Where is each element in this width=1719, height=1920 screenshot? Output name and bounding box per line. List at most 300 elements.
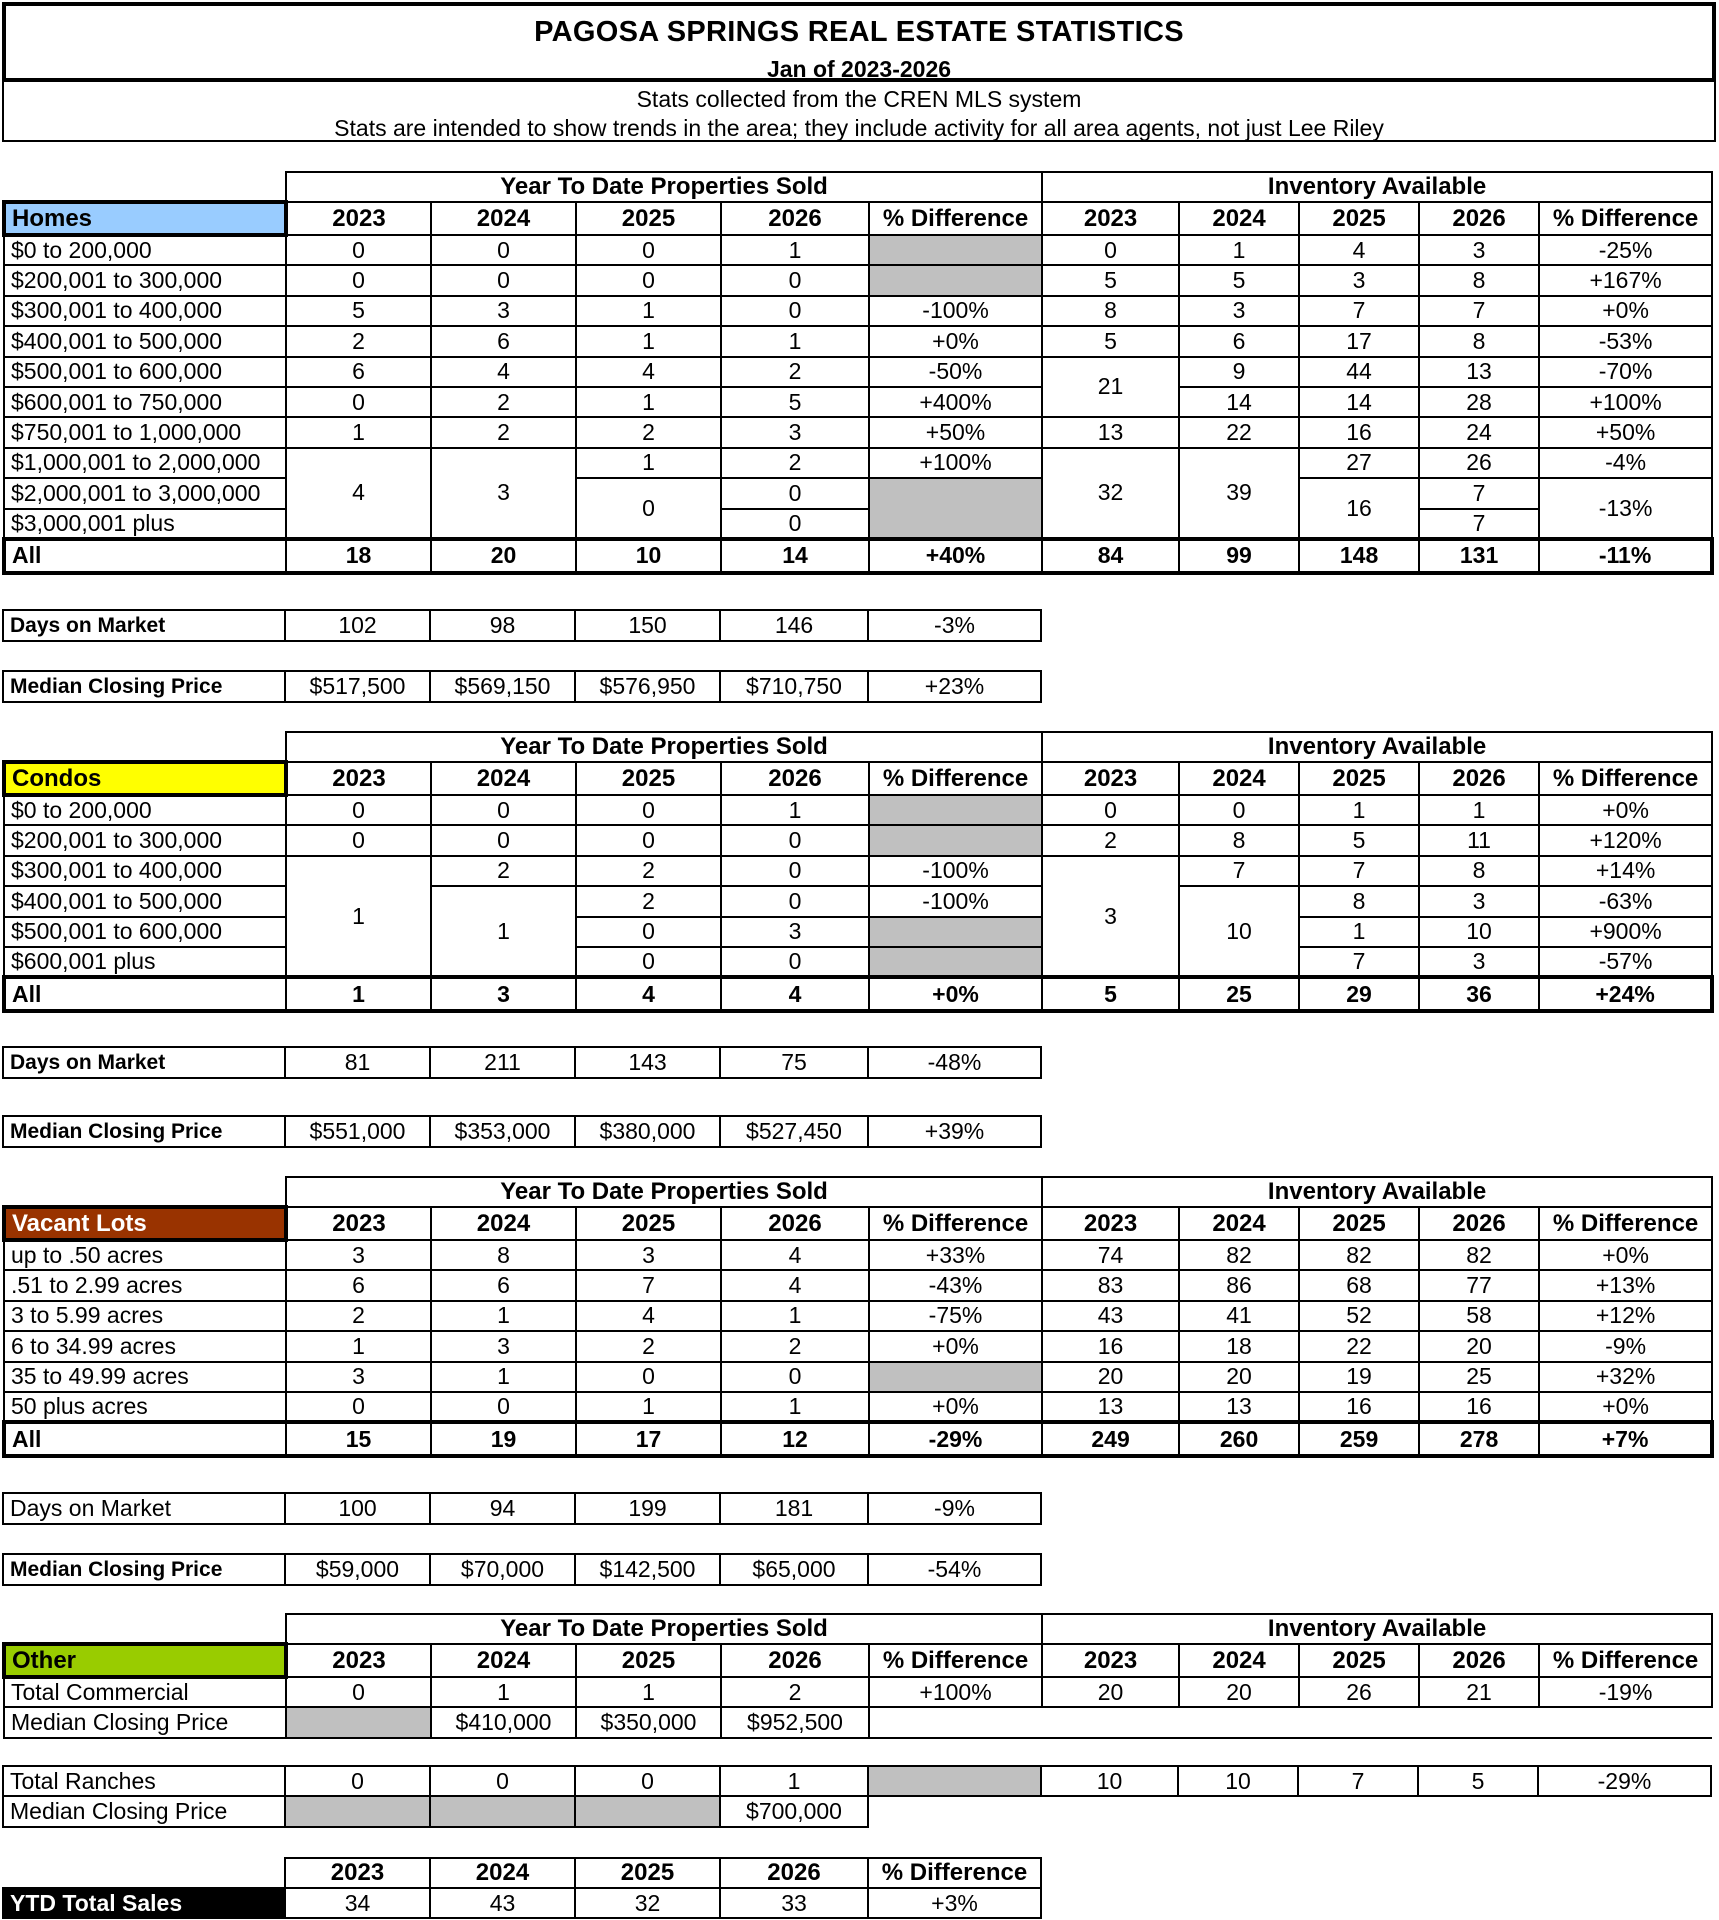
cell: 58 [1419,1301,1539,1331]
cell: 10 [1041,1766,1178,1796]
cell: 0 [1179,795,1299,825]
cell: 82 [1179,1240,1299,1270]
all-value: 249 [1042,1422,1179,1456]
year-header: 2026 [1419,1644,1539,1677]
cell: 0 [1042,235,1179,265]
year-header: 2025 [1299,762,1419,795]
cell: 0 [431,1392,576,1422]
summary-value: $142,500 [575,1554,720,1585]
row-label: $400,001 to 500,000 [4,326,286,356]
header-sold: Year To Date Properties Sold [286,732,1042,762]
cell: 9 [1179,357,1299,387]
year-header: 2024 [1179,1644,1299,1677]
cell: 4 [576,357,721,387]
summary-value: $569,150 [430,671,575,702]
row-label: Median Closing Price [3,1796,285,1826]
cell: 82 [1299,1240,1419,1270]
cell: 0 [721,1362,869,1392]
cell: 2 [431,417,576,447]
cell: 16 [1299,478,1419,539]
summary-value: $353,000 [430,1116,575,1147]
cell: 2 [1042,825,1179,855]
all-value: +24% [1539,977,1712,1011]
cell: 8 [1179,825,1299,855]
cell: +0% [869,1331,1042,1361]
cell: 1 [721,1392,869,1422]
all-value: +40% [869,539,1042,573]
cell: 20 [1042,1677,1179,1707]
year-header: 2024 [1179,202,1299,235]
cell: -70% [1539,357,1712,387]
cell: +0% [869,326,1042,356]
header-inventory: Inventory Available [1042,172,1712,202]
all-value: 25 [1179,977,1299,1011]
year-header: 2025 [1299,202,1419,235]
cell: $952,500 [721,1707,869,1737]
gray-cell [430,1796,575,1826]
year-header: 2023 [286,1207,431,1240]
summary-value: 94 [430,1493,575,1524]
cell: 7 [1298,1766,1418,1796]
table-row [4,478,1712,508]
cell: 0 [576,235,721,265]
table-row [4,856,1712,886]
cell: 2 [721,357,869,387]
cell: -100% [869,296,1042,326]
cell [869,825,1042,855]
homes-table [2,171,1714,575]
table-row [4,1331,1712,1361]
table-row [4,448,1712,478]
cell: $700,000 [720,1796,868,1826]
year-header: 2024 [430,1858,575,1888]
cell: 4 [721,1270,869,1300]
row-label: Total Ranches [3,1766,285,1796]
cell: +100% [869,1677,1042,1707]
cell: +900% [1539,917,1712,947]
cell: 0 [721,478,869,508]
summary-label: Days on Market [3,610,285,641]
cell: 0 [286,1392,431,1422]
ytd-row [3,1888,1041,1918]
gray-cell [869,947,1042,977]
gray-cell [286,1707,431,1737]
cell: 1 [431,1362,576,1392]
row-label: $3,000,001 plus [4,509,286,539]
all-value: 12 [721,1422,869,1456]
cell: 52 [1299,1301,1419,1331]
year-row [4,1207,1712,1240]
cell: 1 [431,1301,576,1331]
summary-value: 102 [285,610,430,641]
cell: 2 [431,856,576,886]
summary-row [3,610,1041,641]
all-value: 3 [431,977,576,1011]
cell: +33% [869,1240,1042,1270]
summary-value: 98 [430,610,575,641]
cell: 7 [576,1270,721,1300]
cell: 1 [576,448,721,478]
table-row [4,947,1712,977]
table-row [4,387,1712,417]
notes-box [2,80,1716,142]
cell: 27 [1299,448,1419,478]
row-label: 50 plus acres [4,1392,286,1422]
summary-label: Median Closing Price [3,671,285,702]
cell: 32 [1042,448,1179,539]
table-row [4,1240,1712,1270]
year-header: 2024 [431,762,576,795]
cell: 5 [721,387,869,417]
all-value: 84 [1042,539,1179,573]
year-header: 2025 [1299,1644,1419,1677]
table-row [4,357,1712,387]
cell: +100% [1539,387,1712,417]
year-row [3,1858,1041,1888]
cell: 41 [1179,1301,1299,1331]
cell: $350,000 [576,1707,721,1737]
cell: -4% [1539,448,1712,478]
table-row [4,296,1712,326]
cell: 13 [1419,357,1539,387]
cell: 0 [721,296,869,326]
cell: 8 [1419,856,1539,886]
summary-value: $527,450 [720,1116,868,1147]
header-sold: Year To Date Properties Sold [286,172,1042,202]
year-header: 2025 [1299,1207,1419,1240]
cell: 1 [720,1766,868,1796]
cell: 0 [576,1362,721,1392]
cell: 0 [576,795,721,825]
table-row [4,1677,1712,1707]
year-header: 2026 [721,1644,869,1677]
table-row [4,1392,1712,1422]
year-header: 2025 [576,762,721,795]
cell: 3 [1042,856,1179,978]
cell: 6 [286,1270,431,1300]
cell: 0 [431,795,576,825]
title-box [2,2,1716,82]
summary-row [3,1047,1041,1078]
ytd-value: 43 [430,1888,575,1918]
cell: 19 [1299,1362,1419,1392]
summary-value: +39% [868,1116,1041,1147]
cell: 1 [576,1392,721,1422]
cell: 2 [576,417,721,447]
year-row [4,762,1712,795]
cell: 3 [286,1362,431,1392]
cell: 6 [286,357,431,387]
row-label: Total Commercial [4,1677,286,1707]
row-label: up to .50 acres [4,1240,286,1270]
cell: 0 [286,235,431,265]
summary-value: 181 [720,1493,868,1524]
ytd-table [2,1857,1042,1919]
year-header: 2025 [576,1644,721,1677]
cell: 3 [431,1331,576,1361]
cell: +14% [1539,856,1712,886]
cell: +12% [1539,1301,1712,1331]
cell: 5 [286,296,431,326]
row-label: $600,001 to 750,000 [4,387,286,417]
report-title: PAGOSA SPRINGS REAL ESTATE STATISTICS [534,16,1184,48]
cell: 39 [1179,448,1299,539]
row-label: $300,001 to 400,000 [4,296,286,326]
cell: 43 [1042,1301,1179,1331]
cell: -9% [1539,1331,1712,1361]
cell: 14 [1179,387,1299,417]
cell: 10 [1419,917,1539,947]
summary-row [3,1493,1041,1524]
summary-value: $380,000 [575,1116,720,1147]
cell: 2 [721,1677,869,1707]
cell: 28 [1419,387,1539,417]
cell: 16 [1299,1392,1419,1422]
summary-row [2,1553,1042,1586]
cell: 0 [286,1677,431,1707]
summary-row [3,671,1041,702]
all-value: 10 [576,539,721,573]
cell: 86 [1179,1270,1299,1300]
cell: -53% [1539,326,1712,356]
cell: 8 [1419,265,1539,295]
cell: 20 [1419,1331,1539,1361]
year-header: 2025 [575,1858,720,1888]
table-row [3,1766,1711,1796]
cell: $410,000 [431,1707,576,1737]
all-value: 29 [1299,977,1419,1011]
all-value: 260 [1179,1422,1299,1456]
diff-header: % Difference [869,1644,1042,1677]
cell: 1 [1299,917,1419,947]
all-value: 18 [286,539,431,573]
diff-header: % Difference [869,202,1042,235]
cell: 1 [431,1677,576,1707]
ytd-label: YTD Total Sales [3,1888,285,1918]
cell: 4 [1299,235,1419,265]
category-label-lots: Vacant Lots [4,1207,286,1240]
cell: -57% [1539,947,1712,977]
all-value: 4 [576,977,721,1011]
cell: -13% [1539,478,1712,539]
summary-row [3,1116,1041,1147]
cell: 7 [1419,509,1539,539]
all-value: -29% [869,1422,1042,1456]
cell: +100% [869,448,1042,478]
cell: -75% [869,1301,1042,1331]
year-header: 2023 [1042,202,1179,235]
cell: 1 [721,326,869,356]
cell: 1 [576,296,721,326]
category-label-homes: Homes [4,202,286,235]
header-row [4,732,1712,762]
spacer [868,1796,1711,1826]
table-row [4,1362,1712,1392]
summary-row [2,670,1042,703]
summary-label: Median Closing Price [3,1554,285,1585]
table-row [3,1796,1711,1826]
spacer [4,1177,286,1207]
cell: 1 [1419,795,1539,825]
table-row [4,417,1712,447]
cell [869,795,1042,825]
cell: +50% [869,417,1042,447]
table-row [4,1301,1712,1331]
cell: +167% [1539,265,1712,295]
cell: 26 [1419,448,1539,478]
all-label: All [4,977,286,1011]
cell: 5 [1299,825,1419,855]
summary-row [2,609,1042,642]
cell: -19% [1539,1677,1712,1707]
cell: +0% [869,1392,1042,1422]
cell: +50% [1539,417,1712,447]
header-inventory: Inventory Available [1042,732,1712,762]
cell: 2 [721,1331,869,1361]
cell: 2 [431,387,576,417]
cell: 7 [1419,478,1539,508]
summary-value: 146 [720,610,868,641]
cell: 21 [1042,357,1179,418]
all-label: All [4,539,286,573]
year-header: 2026 [720,1858,868,1888]
cell [868,1766,1041,1796]
cell: +13% [1539,1270,1712,1300]
summary-value: 75 [720,1047,868,1078]
diff-header: % Difference [868,1858,1041,1888]
diff-header: % Difference [1539,1644,1712,1677]
cell: 7 [1419,296,1539,326]
note-line: Stats are intended to show trends in the area; they include activity for all area agents, not just Lee Riley [334,115,1384,141]
summary-value: $576,950 [575,671,720,702]
all-value: 99 [1179,539,1299,573]
cell: 3 [721,917,869,947]
cell: +120% [1539,825,1712,855]
cell: 2 [576,886,721,916]
ranches-table [2,1765,1712,1828]
cell: 16 [1299,417,1419,447]
all-row [4,977,1712,1011]
row-label: 6 to 34.99 acres [4,1331,286,1361]
row-label: $300,001 to 400,000 [4,856,286,886]
cell: 1 [286,1331,431,1361]
cell: 1 [721,1301,869,1331]
summary-value: -48% [868,1047,1041,1078]
table-row [4,886,1712,916]
cell: 0 [430,1766,575,1796]
row-label: $200,001 to 300,000 [4,825,286,855]
all-value: +7% [1539,1422,1712,1456]
diff-header: % Difference [1539,762,1712,795]
all-value: 131 [1419,539,1539,573]
cell: 83 [1042,1270,1179,1300]
row-label: $2,000,001 to 3,000,000 [4,478,286,508]
ytd-value: 33 [720,1888,868,1918]
summary-value: $551,000 [285,1116,430,1147]
diff-header: % Difference [1539,202,1712,235]
cell: 0 [721,265,869,295]
cell: 14 [1299,387,1419,417]
cell: 1 [1179,235,1299,265]
year-header: 2026 [1419,1207,1539,1240]
all-value: 259 [1299,1422,1419,1456]
cell: 7 [1299,947,1419,977]
table-row [4,1270,1712,1300]
cell: 2 [286,1301,431,1331]
all-value: 148 [1299,539,1419,573]
summary-row [3,1554,1041,1585]
row-label: $500,001 to 600,000 [4,917,286,947]
cell: 0 [286,825,431,855]
cell: 6 [1179,326,1299,356]
cell: 1 [1299,795,1419,825]
all-value: 17 [576,1422,721,1456]
all-value: 4 [721,977,869,1011]
cell: 18 [1179,1331,1299,1361]
year-header: 2023 [286,1644,431,1677]
all-value: 36 [1419,977,1539,1011]
cell: 21 [1419,1677,1539,1707]
summary-value: $59,000 [285,1554,430,1585]
cell: 0 [286,795,431,825]
table-row [4,825,1712,855]
cell [869,235,1042,265]
all-value: 20 [431,539,576,573]
year-header: 2026 [721,762,869,795]
cell: 5 [1042,326,1179,356]
header-sold: Year To Date Properties Sold [286,1614,1042,1644]
spacer [4,1614,286,1644]
spacer-row [4,1738,1712,1768]
spacer [4,732,286,762]
cell: 3 [431,448,576,539]
summary-row [2,1492,1042,1525]
table-row [4,235,1712,265]
gray-cell [869,917,1042,947]
spacer [4,1738,1712,1768]
all-value: 5 [1042,977,1179,1011]
summary-value: 81 [285,1047,430,1078]
cell: 11 [1419,825,1539,855]
table-row [4,795,1712,825]
cell: 13 [1179,1392,1299,1422]
year-header: 2023 [1042,1644,1179,1677]
cell: -25% [1539,235,1712,265]
cell: 8 [1299,886,1419,916]
cell: 16 [1419,1392,1539,1422]
year-header: 2024 [1179,1207,1299,1240]
table-row [4,917,1712,947]
cell: 0 [721,825,869,855]
cell: 74 [1042,1240,1179,1270]
summary-value: 100 [285,1493,430,1524]
cell: 5 [1418,1766,1538,1796]
cell: 4 [576,1301,721,1331]
summary-value: 150 [575,610,720,641]
cell: 3 [1419,886,1539,916]
year-header: 2026 [1419,202,1539,235]
summary-value: +23% [868,671,1041,702]
cell: 4 [431,357,576,387]
cell: 82 [1419,1240,1539,1270]
cell: -50% [869,357,1042,387]
cell: 7 [1179,856,1299,886]
cell: 3 [1179,296,1299,326]
cell: 10 [1178,1766,1298,1796]
cell: 24 [1419,417,1539,447]
gray-cell [869,478,1042,539]
cell: 3 [1419,947,1539,977]
